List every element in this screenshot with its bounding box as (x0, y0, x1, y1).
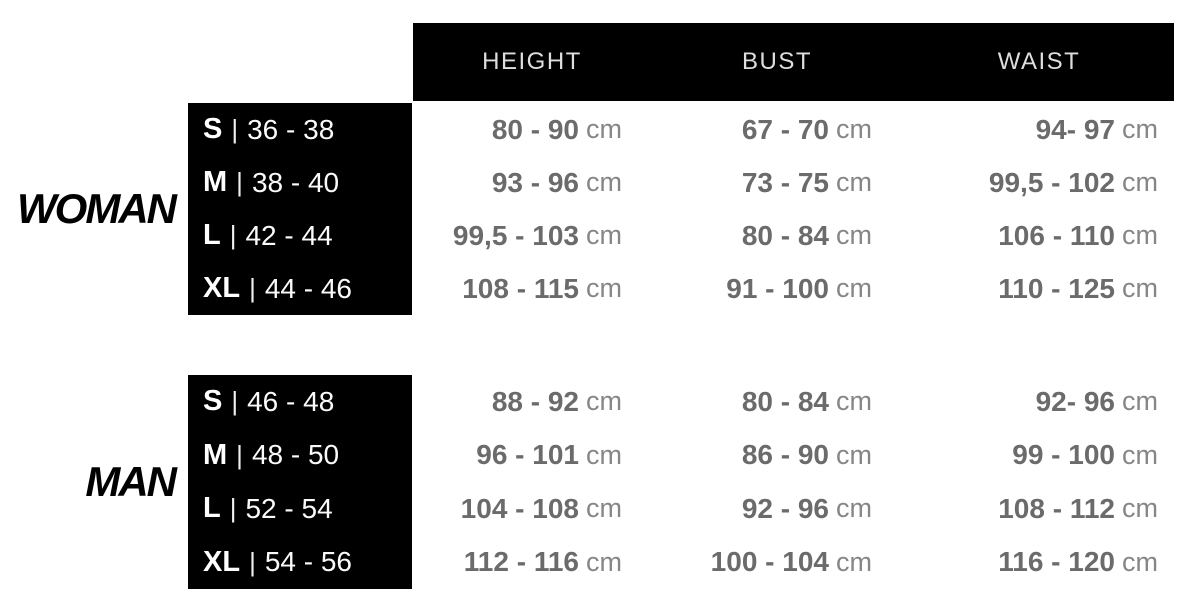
waist-cell (872, 375, 1158, 429)
height-value: 112 - 116 (463, 546, 579, 578)
height-value: 88 - 92 (491, 385, 579, 417)
unit-label: cm (836, 546, 872, 577)
height-cell (412, 103, 622, 156)
size-cell (188, 429, 412, 483)
unit-label: cm (836, 273, 872, 303)
size-letter: XL (203, 545, 241, 578)
size-range: 38 - 40 (251, 166, 340, 198)
height-cell (412, 156, 622, 209)
height-value: 104 - 108 (460, 492, 579, 524)
unit-label: cm (1122, 167, 1158, 197)
size-range: 36 - 38 (247, 113, 335, 145)
waist-cell (872, 429, 1158, 483)
waist-value: 94- 97 (1035, 113, 1115, 145)
unit-label: cm (586, 220, 622, 250)
unit-label: cm (586, 386, 622, 417)
unit-label: cm (1122, 439, 1158, 470)
size-letter: L (203, 219, 221, 251)
size-separator: | (249, 546, 256, 577)
height-cell (412, 482, 622, 536)
size-letter: S (203, 113, 223, 145)
bust-cell (622, 103, 872, 156)
bust-value: 67 - 70 (741, 113, 829, 145)
size-range: 54 - 56 (264, 546, 352, 578)
bust-value: 80 - 84 (741, 219, 829, 251)
waist-value: 99 - 100 (1012, 439, 1115, 471)
size-cell (188, 103, 412, 156)
size-range: 48 - 50 (251, 439, 340, 471)
size-range: 52 - 54 (245, 492, 333, 524)
size-cell (188, 262, 412, 315)
rows-grid-woman (188, 103, 1158, 315)
unit-label: cm (1122, 493, 1158, 524)
size-separator: | (229, 220, 237, 250)
waist-value: 116 - 120 (998, 546, 1115, 578)
waist-value: 110 - 125 (998, 272, 1115, 304)
unit-label: cm (836, 220, 872, 250)
size-separator: | (249, 273, 256, 303)
bust-cell (622, 429, 872, 483)
size-range: 42 - 44 (245, 219, 333, 251)
size-letter: M (203, 438, 228, 471)
size-range: 46 - 48 (247, 385, 335, 417)
size-separator: | (229, 493, 237, 524)
size-letter: XL (203, 272, 241, 304)
height-value: 93 - 96 (491, 166, 579, 198)
size-separator: | (231, 114, 239, 144)
size-separator: | (236, 167, 243, 197)
size-cell (188, 209, 412, 262)
size-range: 44 - 46 (264, 272, 352, 304)
waist-value: 99,5 - 102 (988, 166, 1115, 198)
bust-value: 86 - 90 (741, 439, 829, 471)
size-letter: S (203, 385, 223, 418)
size-cell (188, 536, 412, 590)
waist-cell (872, 536, 1158, 590)
size-separator: | (231, 386, 239, 417)
height-value: 80 - 90 (491, 113, 579, 145)
unit-label: cm (836, 167, 872, 197)
bust-cell (622, 262, 872, 315)
unit-label: cm (586, 546, 622, 577)
unit-label: cm (586, 114, 622, 144)
unit-label: cm (1122, 114, 1158, 144)
section-woman (0, 103, 1158, 315)
unit-label: cm (1122, 546, 1158, 577)
size-cell (188, 375, 412, 429)
waist-cell (872, 103, 1158, 156)
unit-label: cm (836, 439, 872, 470)
unit-label: cm (1122, 273, 1158, 303)
waist-value: 106 - 110 (998, 219, 1115, 251)
table-header-bar (413, 23, 1174, 101)
bust-cell (622, 375, 872, 429)
unit-label: cm (836, 114, 872, 144)
height-value: 99,5 - 103 (452, 219, 579, 251)
rows-grid-man (188, 375, 1158, 589)
size-separator: | (236, 439, 243, 470)
gender-label-man: MAN (85, 458, 175, 505)
gender-label-woman: WOMAN (17, 185, 175, 232)
waist-value: 92- 96 (1035, 385, 1115, 417)
height-value: 108 - 115 (462, 272, 579, 304)
height-cell (412, 536, 622, 590)
waist-value: 108 - 112 (998, 492, 1115, 524)
size-cell (188, 156, 412, 209)
column-header-height: HEIGHT (482, 48, 582, 75)
unit-label: cm (1122, 220, 1158, 250)
unit-label: cm (836, 493, 872, 524)
size-letter: L (203, 492, 221, 525)
bust-value: 80 - 84 (741, 385, 829, 417)
bust-cell (622, 209, 872, 262)
waist-cell (872, 156, 1158, 209)
height-cell (412, 429, 622, 483)
bust-value: 100 - 104 (710, 546, 829, 578)
height-cell (412, 375, 622, 429)
waist-cell (872, 482, 1158, 536)
unit-label: cm (586, 167, 622, 197)
unit-label: cm (586, 439, 622, 470)
column-header-waist: WAIST (997, 48, 1081, 75)
height-cell (412, 262, 622, 315)
unit-label: cm (836, 386, 872, 417)
column-header-bust: BUST (741, 48, 813, 75)
bust-value: 73 - 75 (741, 166, 829, 198)
bust-cell (622, 482, 872, 536)
unit-label: cm (586, 493, 622, 524)
waist-cell (872, 209, 1158, 262)
unit-label: cm (586, 273, 622, 303)
unit-label: cm (1122, 386, 1158, 417)
section-man (0, 375, 1158, 589)
height-value: 96 - 101 (476, 439, 579, 471)
waist-cell (872, 262, 1158, 315)
bust-value: 92 - 96 (741, 492, 829, 524)
bust-value: 91 - 100 (726, 272, 829, 304)
bust-cell (622, 536, 872, 590)
size-cell (188, 482, 412, 536)
height-cell (412, 209, 622, 262)
bust-cell (622, 156, 872, 209)
size-letter: M (203, 166, 228, 198)
